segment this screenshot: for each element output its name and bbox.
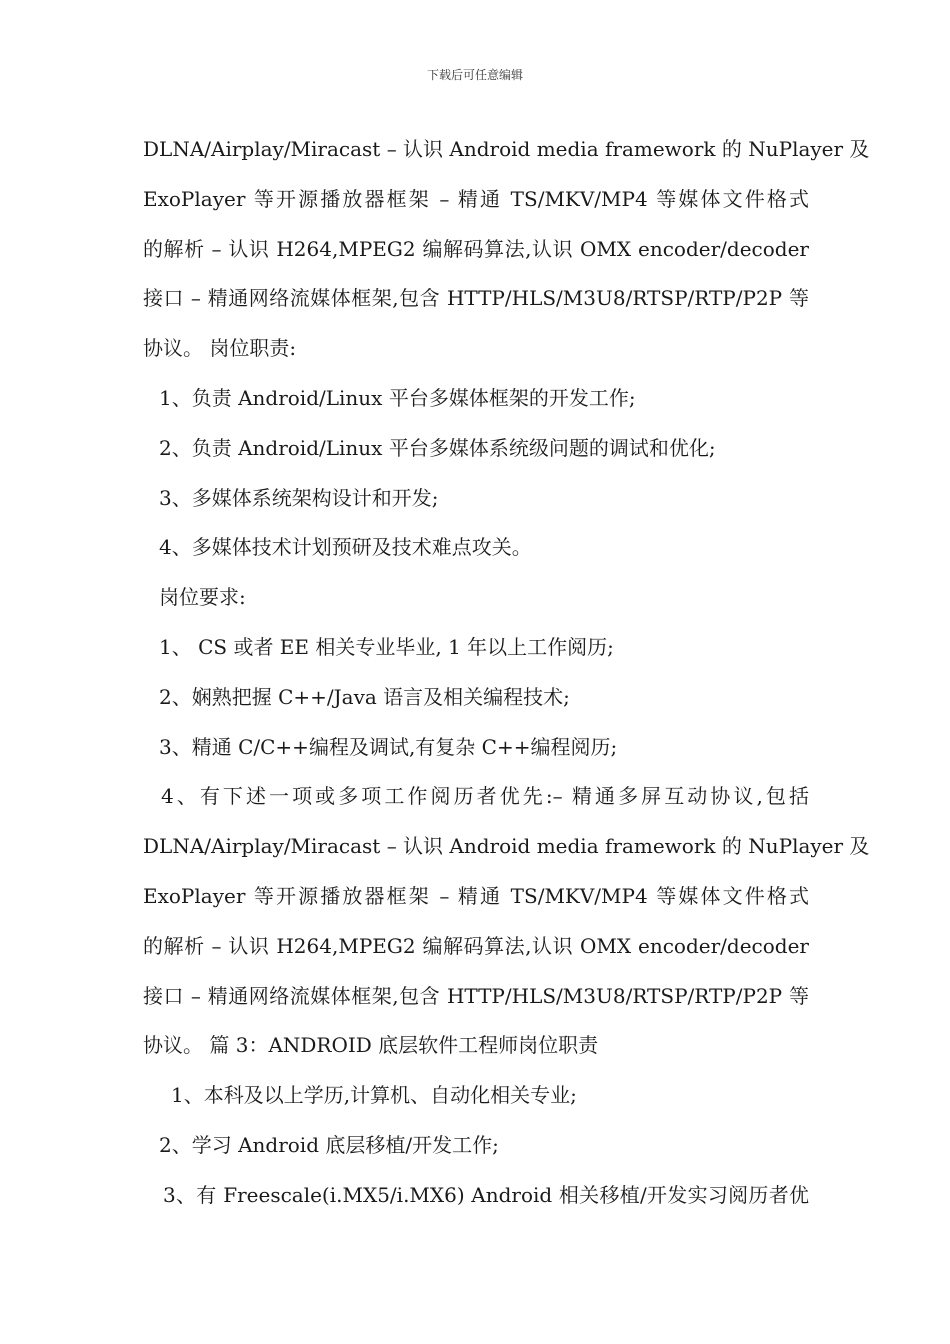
text-line: 协议。 篇 3：ANDROID 底层软件工程师岗位职责 (143, 1033, 599, 1058)
text-line: 接口 – 精通网络流媒体框架,包含 HTTP/HLS/M3U8/RTSP/RTP/P2P 等 (143, 286, 809, 311)
text-line: DLNA/Airplay/Miracast – 认识 Android media framework 的 NuPlayer 及 (143, 834, 870, 859)
list-item: 1、负责 Android/Linux 平台多媒体框架的开发工作; (159, 385, 636, 410)
text-line: 接口 – 精通网络流媒体框架,包含 HTTP/HLS/M3U8/RTSP/RTP/P2P 等 (143, 983, 809, 1008)
document-body (143, 125, 870, 1221)
text-line: 的解析 – 认识 H264,MPEG2 编解码算法,认识 OMX encoder/decoder (143, 933, 809, 958)
list-item: 1、本科及以上学历,计算机、自动化相关专业; (171, 1083, 577, 1108)
text-line: 协议。 岗位职责: (143, 336, 297, 361)
list-item: 2、娴熟把握 C++/Java 语言及相关编程技术; (159, 684, 570, 709)
text-line: DLNA/Airplay/Miracast – 认识 Android media framework 的 NuPlayer 及 (143, 137, 870, 161)
text-line: 的解析 – 认识 H264,MPEG2 编解码算法,认识 OMX encoder/decoder (143, 236, 809, 261)
list-item: 2、负责 Android/Linux 平台多媒体系统级问题的调试和优化; (159, 435, 716, 460)
list-item: 1、 CS 或者 EE 相关专业毕业, 1 年以上工作阅历; (159, 634, 614, 659)
list-item: 3、有 Freescale(i.MX5/i.MX6) Android 相关移植/开发实习阅历者优 (163, 1182, 809, 1207)
list-item: 4、有下述一项或多项工作阅历者优先:– 精通多屏互动协议,包括 (161, 784, 809, 809)
text-line: ExoPlayer 等开源播放器框架 – 精通 TS/MKV/MP4 等媒体文件格式 (143, 883, 809, 908)
list-item: 4、多媒体技术计划预研及技术难点攻关。 (159, 535, 532, 560)
list-item: 3、多媒体系统架构设计和开发; (159, 485, 439, 510)
list-item: 3、精通 C/C++编程及调试,有复杂 C++编程阅历; (159, 734, 618, 759)
page-header: 下载后可任意编辑 (426, 68, 523, 82)
text-line: ExoPlayer 等开源播放器框架 – 精通 TS/MKV/MP4 等媒体文件格式 (143, 186, 809, 211)
list-item: 2、学习 Android 底层移植/开发工作; (159, 1132, 499, 1157)
section-heading: 岗位要求: (159, 585, 246, 610)
